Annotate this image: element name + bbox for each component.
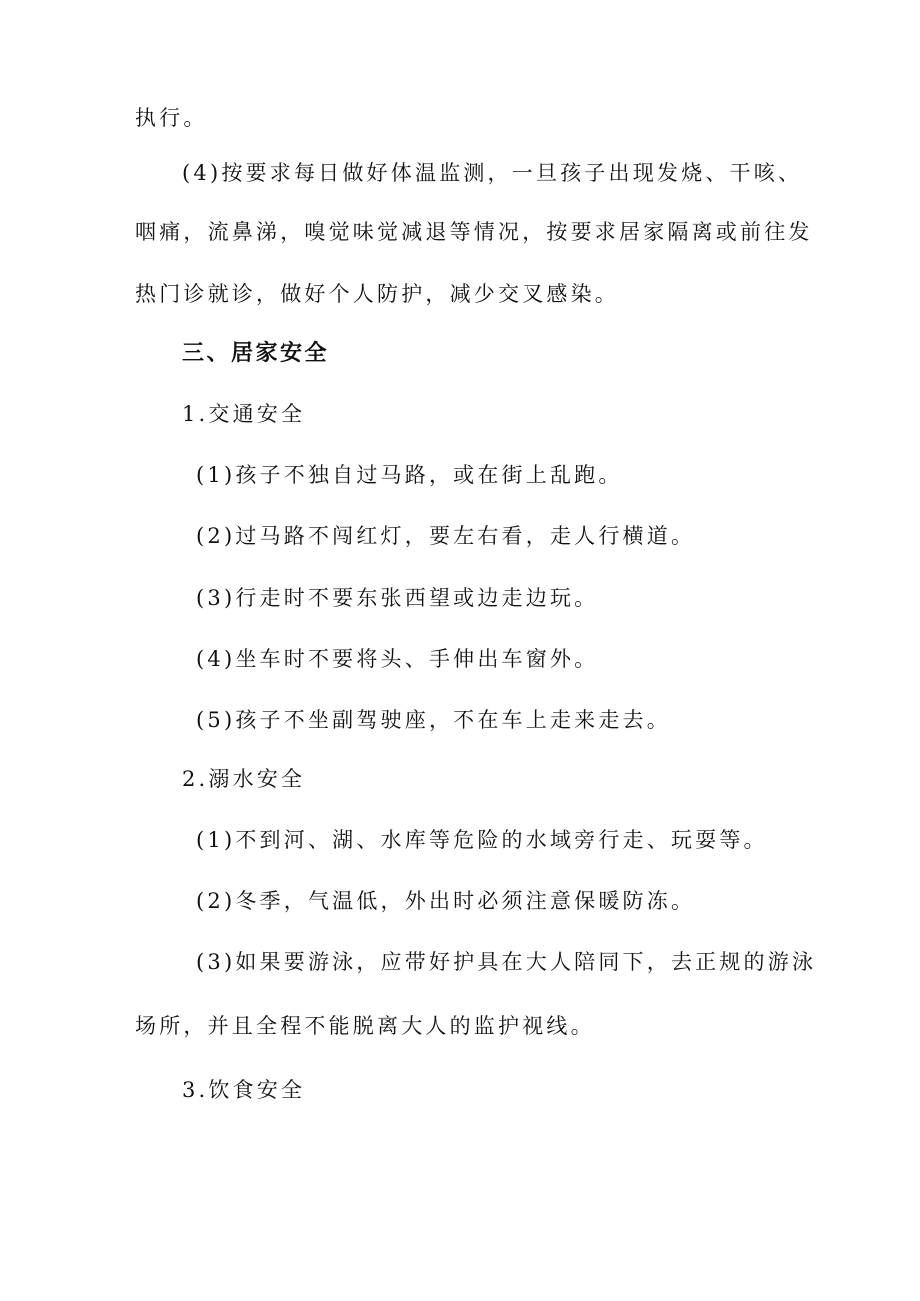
section-heading: 三、居家安全: [182, 341, 330, 366]
subsection-title-food: 3.饮食安全: [182, 1078, 306, 1102]
subsection-title-traffic: 1.交通安全: [182, 402, 306, 426]
list-item: (1)不到河、湖、水库等危险的水域旁行走、玩耍等。: [196, 828, 768, 852]
list-item: (5)孩子不坐副驾驶座，不在车上走来走去。: [196, 708, 671, 732]
list-item: (3)行走时不要东张西望或边走边玩。: [196, 586, 599, 610]
list-item: (3)如果要游泳，应带好护具在大人陪同下，去正规的游泳: [196, 950, 817, 974]
list-item: (1)孩子不独自过马路，或在街上乱跑。: [196, 463, 623, 487]
paragraph-continuation: 执行。: [135, 106, 208, 130]
paragraph-4-line-1: (4)按要求每日做好体温监测，一旦孩子出现发烧、干咳、: [182, 161, 803, 185]
paragraph-4-line-2: 咽痛，流鼻涕，嗅觉味觉减退等情况，按要求居家隔离或前往发: [135, 220, 813, 244]
list-item: (4)坐车时不要将头、手伸出车窗外。: [196, 647, 599, 671]
subsection-title-drowning: 2.溺水安全: [182, 767, 306, 791]
list-item-continuation: 场所，并且全程不能脱离大人的监护视线。: [135, 1014, 595, 1038]
list-item: (2)冬季，气温低，外出时必须注意保暖防冻。: [196, 889, 696, 913]
paragraph-4-line-3: 热门诊就诊，做好个人防护，减少交叉感染。: [135, 282, 619, 306]
list-item: (2)过马路不闯红灯，要左右看，走人行横道。: [196, 524, 696, 548]
